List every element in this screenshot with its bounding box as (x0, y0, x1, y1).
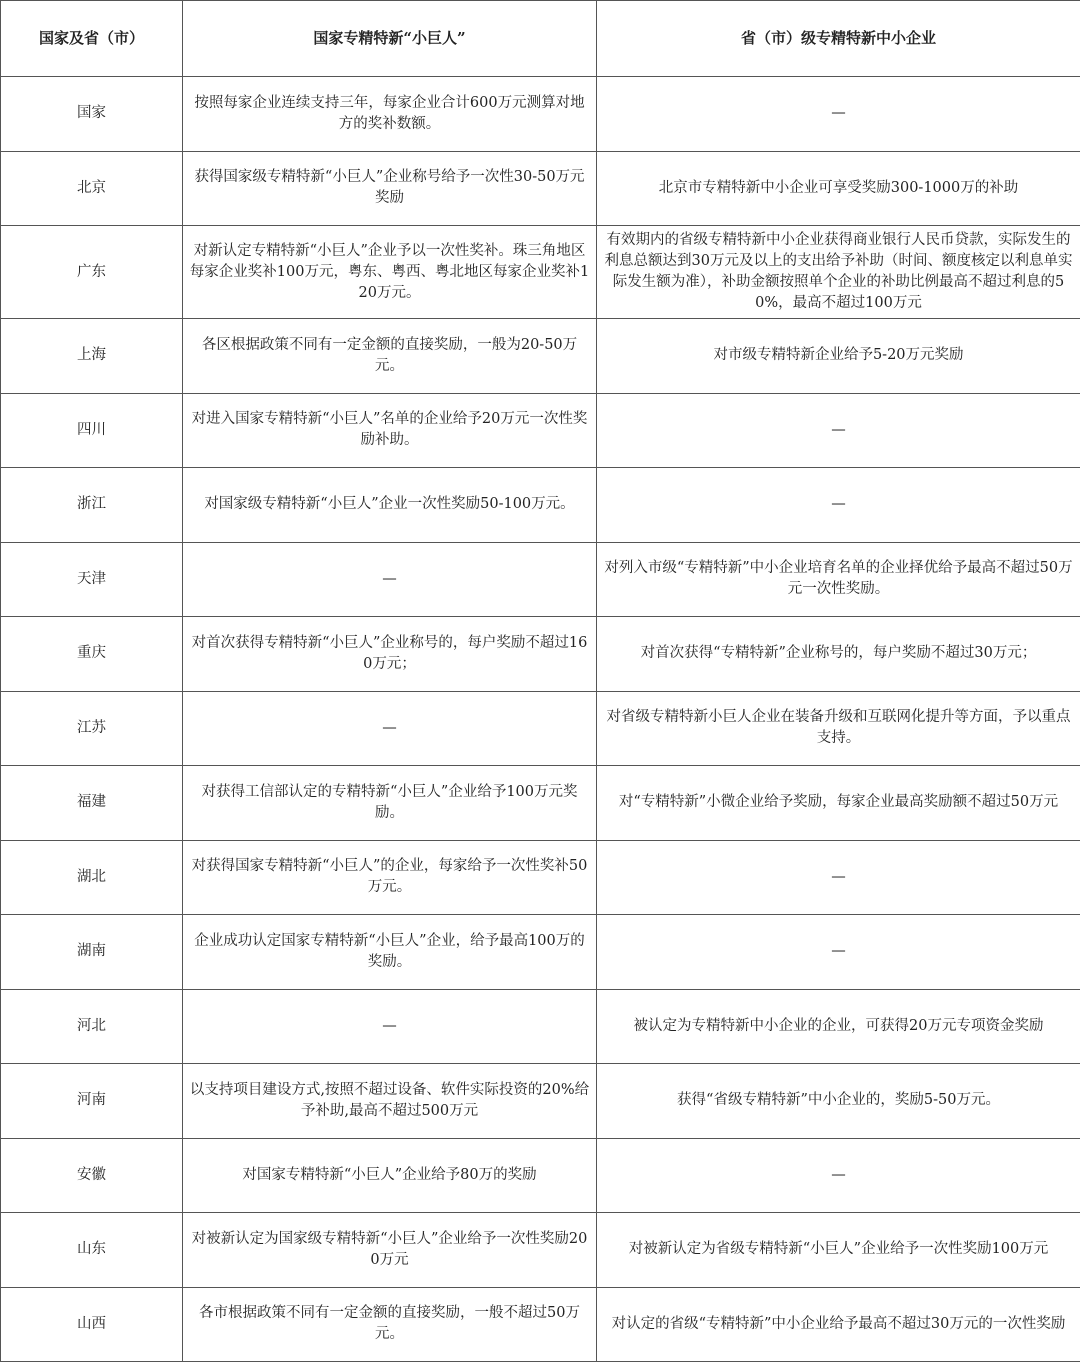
provincial-policy-cell: — (597, 1138, 1080, 1213)
provincial-policy-cell: 对市级专精特新企业给予5-20万元奖励 (597, 319, 1080, 394)
table-row (1, 915, 1080, 990)
region-cell: 上海 (1, 319, 183, 394)
region-cell: 江苏 (1, 691, 183, 766)
region-cell: 山东 (1, 1213, 183, 1288)
provincial-policy-cell: 对首次获得“专精特新”企业称号的，每户奖励不超过30万元； (597, 617, 1080, 692)
region-cell: 山西 (1, 1287, 183, 1362)
national-policy-cell: 以支持项目建设方式,按照不超过设备、软件实际投资的20%给予补助,最高不超过500万元 (183, 1064, 597, 1139)
national-policy-cell: 对获得工信部认定的专精特新“小巨人”企业给予100万元奖励。 (183, 766, 597, 841)
provincial-policy-cell: 获得“省级专精特新”中小企业的，奖励5-50万元。 (597, 1064, 1080, 1139)
table-row (1, 1287, 1080, 1362)
national-policy-cell: 对国家专精特新“小巨人”企业给予80万的奖励 (183, 1138, 597, 1213)
national-policy-cell: 对获得国家专精特新“小巨人”的企业，每家给予一次性奖补50万元。 (183, 840, 597, 915)
national-policy-cell: 对被新认定为国家级专精特新“小巨人”企业给予一次性奖励200万元 (183, 1213, 597, 1288)
provincial-policy-cell: 对列入市级“专精特新”中小企业培育名单的企业择优给予最高不超过50万元一次性奖励。 (597, 542, 1080, 617)
provincial-policy-cell: 对省级专精特新小巨人企业在装备升级和互联网化提升等方面，予以重点支持。 (597, 691, 1080, 766)
national-policy-cell: 对国家级专精特新“小巨人”企业一次性奖励50-100万元。 (183, 468, 597, 543)
national-policy-cell: 企业成功认定国家专精特新“小巨人”企业，给予最高100万的奖励。 (183, 915, 597, 990)
provincial-policy-cell: 对认定的省级“专精特新”中小企业给予最高不超过30万元的一次性奖励 (597, 1287, 1080, 1362)
provincial-policy-cell: 北京市专精特新中小企业可享受奖励300-1000万的补助 (597, 151, 1080, 226)
region-cell: 北京 (1, 151, 183, 226)
region-cell: 浙江 (1, 468, 183, 543)
national-policy-cell: 对进入国家专精特新“小巨人”名单的企业给予20万元一次性奖励补助。 (183, 393, 597, 468)
table-row (1, 151, 1080, 226)
header-region: 国家及省（市） (1, 1, 183, 77)
provincial-policy-cell: 对“专精特新”小微企业给予奖励，每家企业最高奖励额不超过50万元 (597, 766, 1080, 841)
region-cell: 河南 (1, 1064, 183, 1139)
provincial-policy-cell: 有效期内的省级专精特新中小企业获得商业银行人民币贷款，实际发生的利息总额达到30万元及以上的支出给予补助（时间、额度核定以利息单实际发生额为准），补助金额按照单个企业的补助比例最高不超过利息的50%，最高不超过100万元 (597, 226, 1080, 319)
region-cell: 福建 (1, 766, 183, 841)
table-row (1, 617, 1080, 692)
region-cell: 国家 (1, 77, 183, 152)
table-row (1, 77, 1080, 152)
region-cell: 湖北 (1, 840, 183, 915)
header-national: 国家专精特新“小巨人” (183, 1, 597, 77)
region-cell: 重庆 (1, 617, 183, 692)
provincial-policy-cell: — (597, 77, 1080, 152)
region-cell: 天津 (1, 542, 183, 617)
table-row (1, 393, 1080, 468)
provincial-policy-cell: 对被新认定为省级专精特新“小巨人”企业给予一次性奖励100万元 (597, 1213, 1080, 1288)
table-row (1, 691, 1080, 766)
national-policy-cell: 获得国家级专精特新“小巨人”企业称号给予一次性30-50万元奖励 (183, 151, 597, 226)
national-policy-cell: — (183, 542, 597, 617)
table-row (1, 226, 1080, 319)
region-cell: 四川 (1, 393, 183, 468)
provincial-policy-cell: — (597, 840, 1080, 915)
national-policy-cell: 按照每家企业连续支持三年，每家企业合计600万元测算对地方的奖补数额。 (183, 77, 597, 152)
national-policy-cell: 各区根据政策不同有一定金额的直接奖励，一般为20-50万元。 (183, 319, 597, 394)
national-policy-cell: — (183, 989, 597, 1064)
national-policy-cell: 对新认定专精特新“小巨人”企业予以一次性奖补。珠三角地区每家企业奖补100万元，粤东、粤西、粤北地区每家企业奖补120万元。 (183, 226, 597, 319)
table-row (1, 840, 1080, 915)
table-row (1, 542, 1080, 617)
table-row (1, 319, 1080, 394)
provincial-policy-cell: — (597, 468, 1080, 543)
national-policy-cell: — (183, 691, 597, 766)
region-cell: 广东 (1, 226, 183, 319)
provincial-policy-cell: — (597, 393, 1080, 468)
region-cell: 河北 (1, 989, 183, 1064)
region-cell: 湖南 (1, 915, 183, 990)
table-row (1, 1064, 1080, 1139)
table-row (1, 1138, 1080, 1213)
table-row (1, 468, 1080, 543)
region-cell: 安徽 (1, 1138, 183, 1213)
national-policy-cell: 各市根据政策不同有一定金额的直接奖励，一般不超过50万元。 (183, 1287, 597, 1362)
provincial-policy-cell: — (597, 915, 1080, 990)
provincial-policy-cell: 被认定为专精特新中小企业的企业，可获得20万元专项资金奖励 (597, 989, 1080, 1064)
national-policy-cell: 对首次获得专精特新“小巨人”企业称号的，每户奖励不超过160万元； (183, 617, 597, 692)
table-row (1, 1213, 1080, 1288)
table-row (1, 989, 1080, 1064)
header-row (1, 1, 1080, 77)
table-row (1, 766, 1080, 841)
header-provincial: 省（市）级专精特新中小企业 (597, 1, 1080, 77)
